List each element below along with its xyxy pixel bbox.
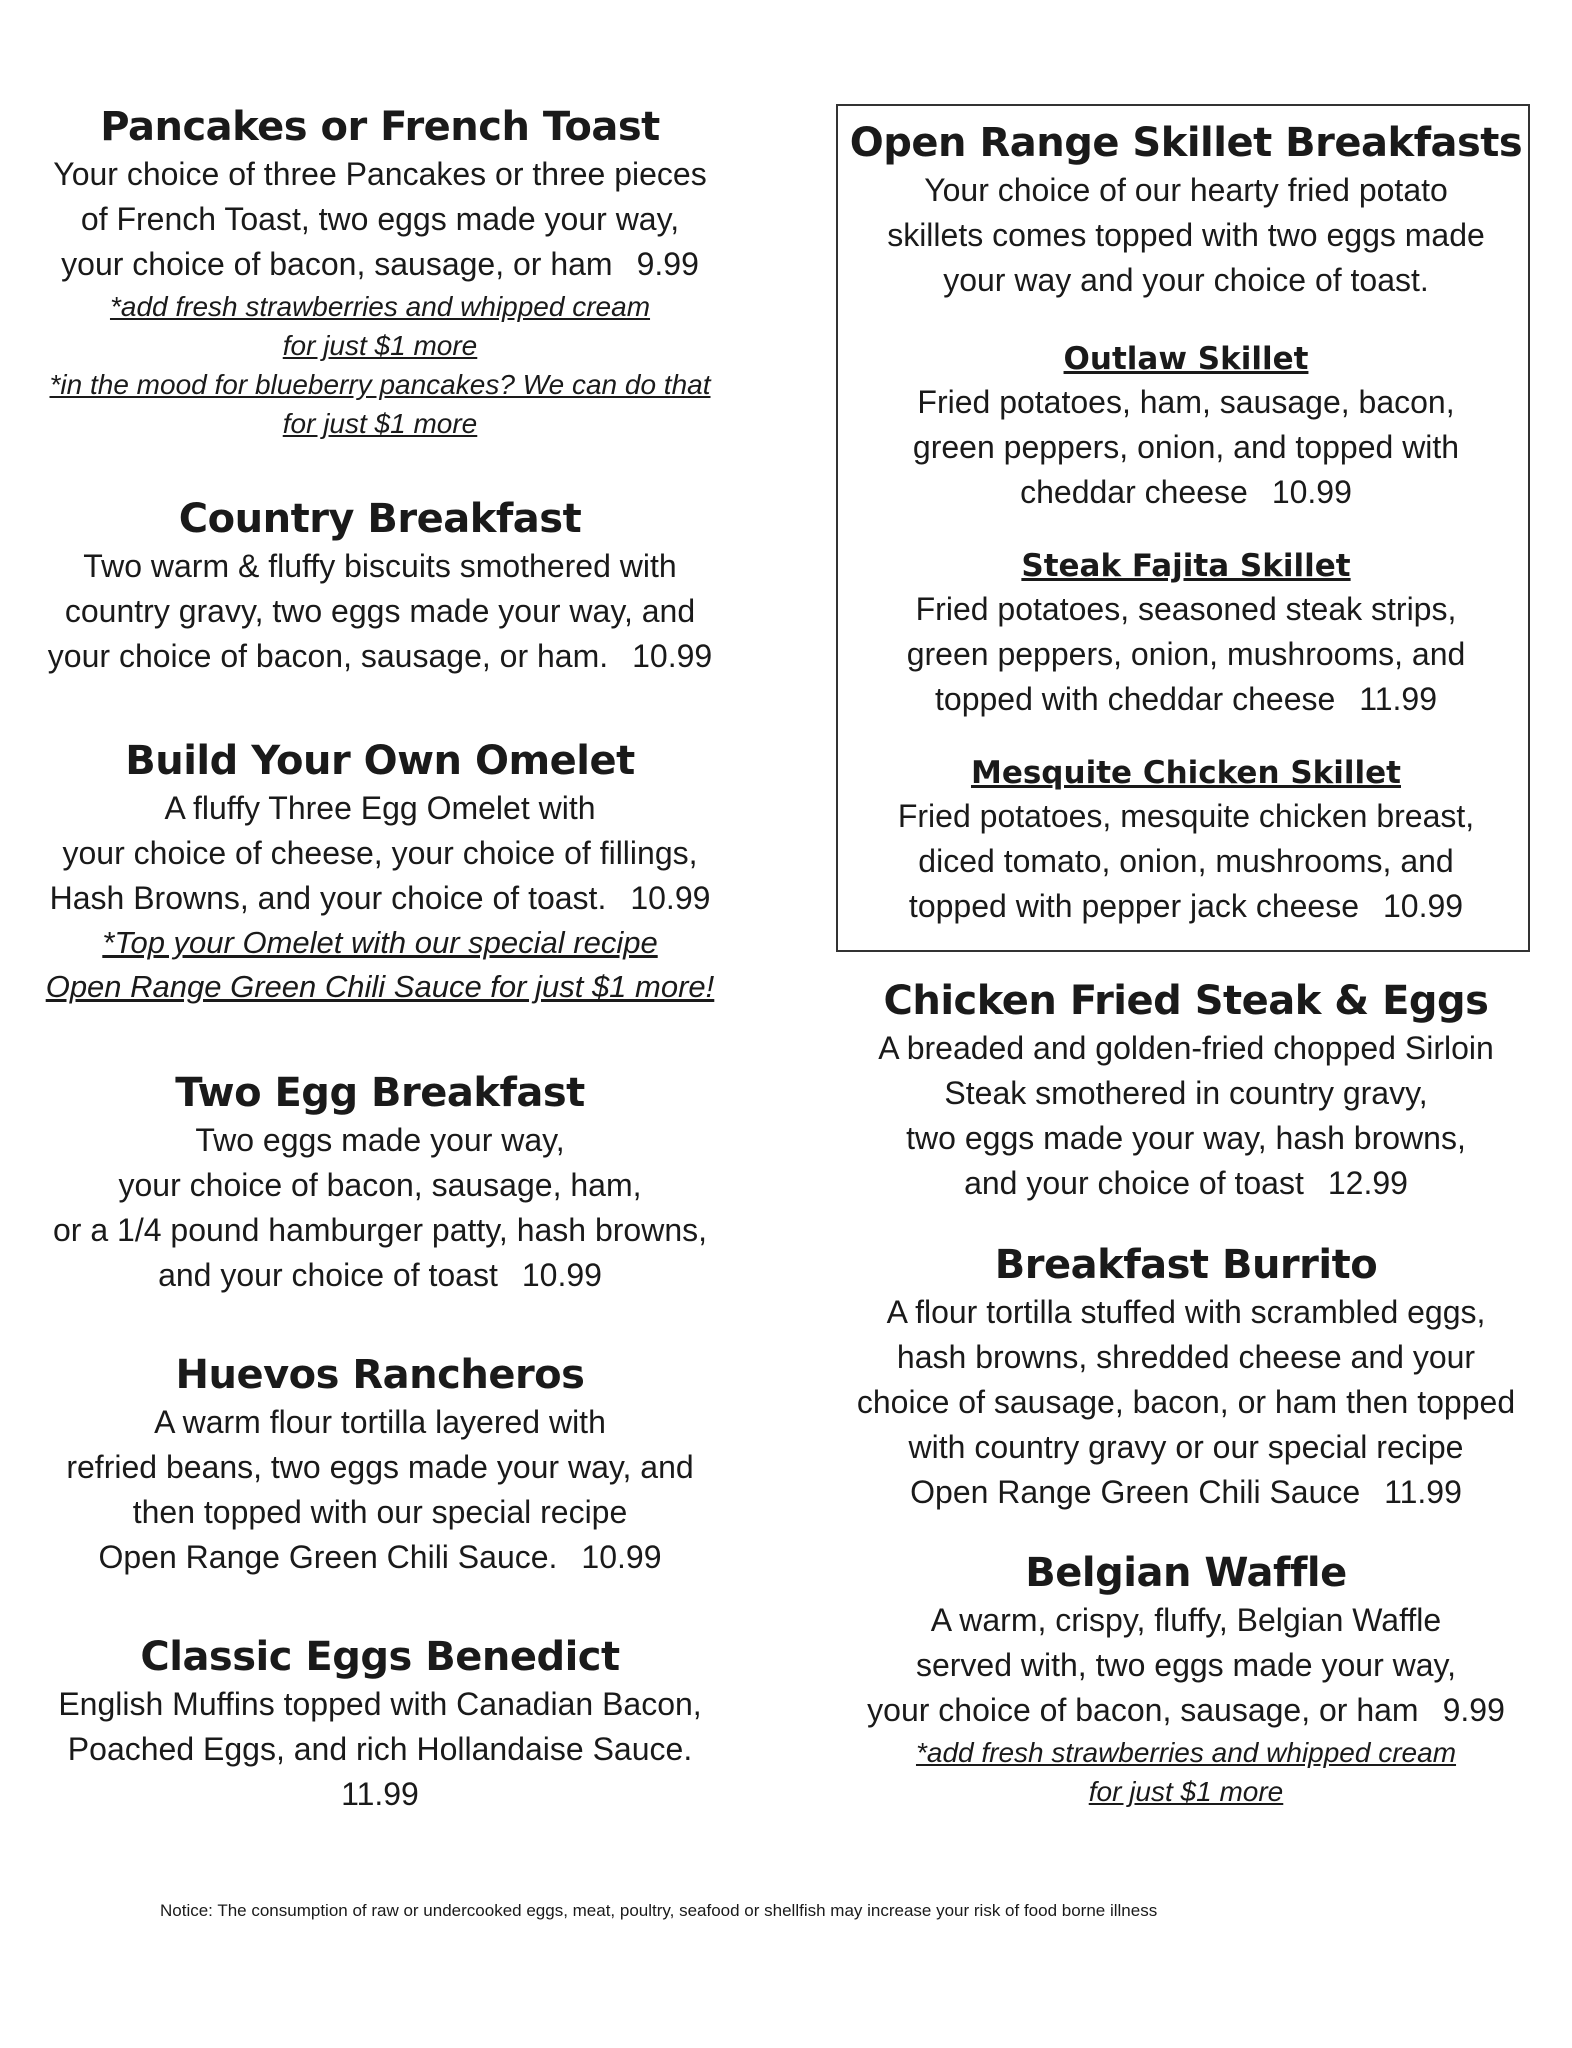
item-desc-text: your choice of bacon, sausage, or ham xyxy=(61,246,613,282)
skillet-name: Outlaw Skillet xyxy=(1063,341,1309,377)
item-desc-line: or a 1/4 pound hamburger patty, hash browns, xyxy=(52,1212,708,1248)
item-desc-line xyxy=(828,884,1544,929)
item-desc-line: Poached Eggs, and rich Hollandaise Sauce. xyxy=(67,1731,693,1767)
item-price: 10.99 xyxy=(1383,888,1464,924)
item-desc-line xyxy=(20,1535,740,1580)
item-note: Open Range Green Chili Sauce for just $1 more! xyxy=(45,969,715,1004)
item-desc-line: refried beans, two eggs made your way, and xyxy=(66,1449,694,1485)
menu-item-belgian-waffle xyxy=(828,1548,1544,1811)
menu-item-pancakes xyxy=(20,102,740,443)
item-desc-line xyxy=(828,1161,1544,1206)
item-desc-line: Your choice of three Pancakes or three pieces xyxy=(53,156,707,192)
item-note: for just $1 more xyxy=(1088,1776,1284,1807)
item-desc-line: A fluffy Three Egg Omelet with xyxy=(164,790,596,826)
item-desc-line: Two eggs made your way, xyxy=(195,1122,565,1158)
item-title: Pancakes or French Toast xyxy=(100,104,660,150)
item-desc-line: two eggs made your way, hash browns, xyxy=(906,1120,1466,1156)
skillet-section xyxy=(828,118,1544,303)
food-safety-notice: Notice: The consumption of raw or undercooked eggs, meat, poultry, seafood or shellfish may increase your risk of food borne illness xyxy=(160,1901,1158,1920)
item-title: Belgian Waffle xyxy=(1025,1550,1347,1596)
item-desc-text: cheddar cheese xyxy=(1020,474,1248,510)
item-desc-line: Two warm & fluffy biscuits smothered with xyxy=(83,548,677,584)
item-price: 11.99 xyxy=(1359,681,1437,717)
item-desc-line: served with, two eggs made your way, xyxy=(915,1647,1457,1683)
item-price: 12.99 xyxy=(1327,1165,1408,1201)
item-desc-line: English Muffins topped with Canadian Bacon, xyxy=(58,1686,702,1722)
item-desc-line: A breaded and golden-fried chopped Sirloin xyxy=(878,1030,1494,1066)
item-desc-line: then topped with our special recipe xyxy=(132,1494,628,1530)
item-desc-line xyxy=(20,876,740,921)
item-note: for just $1 more xyxy=(282,408,478,439)
section-desc-line: Your choice of our hearty fried potato xyxy=(924,172,1448,208)
item-desc-line: your choice of bacon, sausage, ham, xyxy=(118,1167,642,1203)
item-desc-line: of French Toast, two eggs made your way, xyxy=(80,201,680,237)
item-price: 10.99 xyxy=(581,1539,662,1575)
item-desc-line xyxy=(20,242,740,287)
item-desc-line: green peppers, onion, mushrooms, and xyxy=(906,636,1466,672)
item-desc-line xyxy=(828,1688,1544,1733)
item-desc-line: diced tomato, onion, mushrooms, and xyxy=(918,843,1454,879)
section-title: Open Range Skillet Breakfasts xyxy=(849,120,1523,166)
item-price: 10.99 xyxy=(1271,474,1352,510)
item-desc-text: your choice of bacon, sausage, or ham xyxy=(867,1692,1419,1728)
item-desc-text: and your choice of toast xyxy=(964,1165,1304,1201)
item-price: 9.99 xyxy=(1442,1692,1505,1728)
item-desc-text: Open Range Green Chili Sauce. xyxy=(98,1539,558,1575)
item-desc-text: and your choice of toast xyxy=(158,1257,498,1293)
item-desc-line: A warm flour tortilla layered with xyxy=(154,1404,606,1440)
item-desc-line: A flour tortilla stuffed with scrambled eggs, xyxy=(886,1294,1486,1330)
skillet-name: Steak Fajita Skillet xyxy=(1021,548,1351,584)
item-desc-text: topped with pepper jack cheese xyxy=(908,888,1359,924)
item-note: *add fresh strawberries and whipped cream xyxy=(109,291,651,322)
item-title: Breakfast Burrito xyxy=(994,1242,1378,1288)
section-desc-line: your way and your choice of toast. xyxy=(943,262,1429,298)
item-price: 11.99 xyxy=(341,1776,419,1812)
item-price: 10.99 xyxy=(630,880,711,916)
item-note: for just $1 more xyxy=(282,330,478,361)
item-desc-text: your choice of bacon, sausage, or ham. xyxy=(47,638,609,674)
item-title: Chicken Fried Steak & Eggs xyxy=(883,978,1489,1024)
item-desc-line xyxy=(20,1253,740,1298)
item-desc-line xyxy=(828,677,1544,722)
item-price: 10.99 xyxy=(521,1257,602,1293)
skillet-mesquite-chicken xyxy=(828,752,1544,929)
item-price: 10.99 xyxy=(632,638,713,674)
item-note: *add fresh strawberries and whipped cream xyxy=(915,1737,1457,1768)
menu-item-huevos-rancheros xyxy=(20,1350,740,1580)
item-desc-text: Open Range Green Chili Sauce xyxy=(910,1474,1361,1510)
menu-item-omelet xyxy=(20,736,740,1009)
item-desc-line: Steak smothered in country gravy, xyxy=(944,1075,1428,1111)
item-title: Classic Eggs Benedict xyxy=(140,1634,620,1680)
item-desc-line: Fried potatoes, mesquite chicken breast, xyxy=(897,798,1475,834)
item-desc-line: your choice of cheese, your choice of fillings, xyxy=(62,835,698,871)
item-desc-line: Fried potatoes, seasoned steak strips, xyxy=(915,591,1457,627)
skillet-name: Mesquite Chicken Skillet xyxy=(970,755,1401,791)
item-price: 11.99 xyxy=(1384,1474,1462,1510)
item-price: 9.99 xyxy=(636,246,699,282)
item-desc-line: A warm, crispy, fluffy, Belgian Waffle xyxy=(930,1602,1442,1638)
item-note: *Top your Omelet with our special recipe xyxy=(102,925,658,960)
item-title: Two Egg Breakfast xyxy=(175,1070,585,1116)
item-desc-line: hash browns, shredded cheese and your xyxy=(896,1339,1476,1375)
item-title: Country Breakfast xyxy=(178,496,582,542)
menu-item-chicken-fried-steak xyxy=(828,976,1544,1206)
item-desc-text: Hash Browns, and your choice of toast. xyxy=(49,880,607,916)
section-desc-line: skillets comes topped with two eggs made xyxy=(887,217,1485,253)
item-desc-line: with country gravy or our special recipe xyxy=(908,1429,1464,1465)
item-desc-line: green peppers, onion, and topped with xyxy=(912,429,1460,465)
item-note: *in the mood for blueberry pancakes? We can do that xyxy=(49,369,711,400)
item-desc-line xyxy=(20,634,740,679)
menu-item-breakfast-burrito xyxy=(828,1240,1544,1515)
item-desc-line: choice of sausage, bacon, or ham then topped xyxy=(856,1384,1516,1420)
item-desc-line xyxy=(828,1470,1544,1515)
item-desc-line: country gravy, two eggs made your way, and xyxy=(64,593,696,629)
item-desc-line: Fried potatoes, ham, sausage, bacon, xyxy=(917,384,1455,420)
menu-item-eggs-benedict xyxy=(20,1632,740,1817)
skillet-steak-fajita xyxy=(828,545,1544,722)
skillet-outlaw xyxy=(828,338,1544,515)
menu-item-two-egg-breakfast xyxy=(20,1068,740,1298)
menu-item-country-breakfast xyxy=(20,494,740,679)
item-desc-line xyxy=(828,470,1544,515)
item-title: Huevos Rancheros xyxy=(175,1352,585,1398)
item-title: Build Your Own Omelet xyxy=(125,738,635,784)
item-desc-text: topped with cheddar cheese xyxy=(935,681,1336,717)
